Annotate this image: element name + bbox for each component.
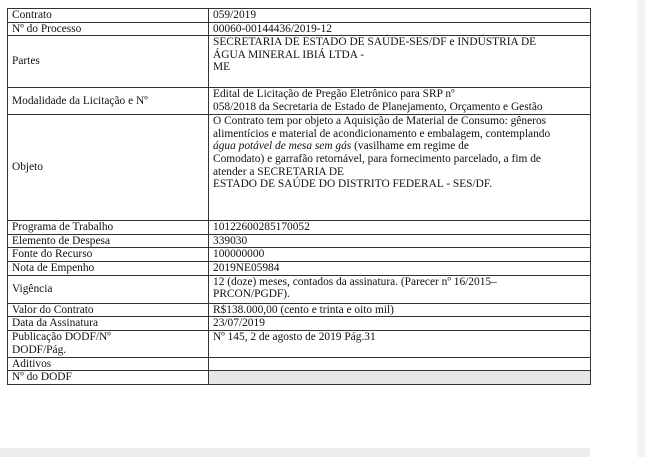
table-row-data-assinatura xyxy=(8,317,591,331)
row-value xyxy=(209,330,591,357)
row-label: Fonte do Recurso xyxy=(8,248,209,262)
value-line: SECRETARIA DE ESTADO DE SAÚDE-SES/DF e INDÚSTRIA DE xyxy=(213,36,537,49)
value-line: 339030 xyxy=(213,234,248,247)
row-label: Valor do Contrato xyxy=(8,303,209,317)
table-row-partes xyxy=(8,36,591,88)
row-label: Elemento de Despesa xyxy=(8,234,209,248)
row-value xyxy=(209,248,591,262)
value-line: 2019NE05984 xyxy=(213,261,280,274)
value-line: ÁGUA MINERAL IBIÁ LTDA - xyxy=(213,48,365,61)
row-label: Nota de Empenho xyxy=(8,261,209,275)
row-label: Contrato xyxy=(8,9,209,23)
row-value xyxy=(209,115,591,221)
row-value xyxy=(209,36,591,88)
value-line xyxy=(213,140,586,153)
value-line: Edital de Licitação de Pregão Eletrônico para SRP nº xyxy=(213,88,455,101)
value-line: 00060-00144436/2019-12 xyxy=(213,22,332,35)
table-row-fonte xyxy=(8,248,591,262)
row-value xyxy=(209,357,591,371)
value-italic-text: água potável de mesa sem gás xyxy=(213,140,352,153)
row-value xyxy=(209,9,591,23)
scrollbar-track[interactable] xyxy=(637,0,645,457)
value-line: 10122600285170052 xyxy=(213,221,310,234)
row-label: Partes xyxy=(8,36,209,88)
table-row-modalidade xyxy=(8,88,591,115)
row-label xyxy=(8,330,209,357)
table-row-elemento xyxy=(8,234,591,248)
value-line: 12 (doze) meses, contados da assinatura. (Parecer nº 16/2015– xyxy=(213,275,497,288)
value-line: ME xyxy=(213,61,231,74)
value-line: PRCON/PGDF). xyxy=(213,288,290,301)
value-text: (vasilhame em regime de xyxy=(351,140,469,153)
table-row-processo xyxy=(8,22,591,36)
row-value xyxy=(209,88,591,115)
label-line: DODF/Pág. xyxy=(12,343,67,356)
table-row-valor xyxy=(8,303,591,317)
table-row-objeto xyxy=(8,115,591,221)
table-row-programa xyxy=(8,221,591,235)
row-label: Data da Assinatura xyxy=(8,317,209,331)
value-line: Comodato) e garrafão retornável, para fornecimento parcelado, a fim de xyxy=(213,152,541,165)
table-row-vigencia xyxy=(8,275,591,303)
value-line: 059/2019 xyxy=(213,9,257,21)
value-line: 100000000 xyxy=(213,248,265,261)
row-value xyxy=(209,234,591,248)
table-row-contrato xyxy=(8,9,591,23)
row-value xyxy=(209,22,591,36)
row-label: Nº do DODF xyxy=(8,371,209,385)
label-line: Publicação DODF/Nº xyxy=(12,331,111,344)
table-row-aditivos xyxy=(8,357,591,371)
page-bottom-edge xyxy=(0,448,590,457)
contract-summary-table xyxy=(7,8,591,385)
value-line: atender a SECRETARIA DE xyxy=(213,165,345,178)
row-value xyxy=(209,261,591,275)
table-row-dodf xyxy=(8,371,591,385)
value-line: alimentícios e material de acondicionamento e embalagem, contemplando xyxy=(213,127,551,140)
value-line: Nº 145, 2 de agosto de 2019 Pág.31 xyxy=(213,330,376,343)
value-line: R$138.000,00 (cento e trinta e oito mil) xyxy=(213,303,394,316)
table-row-empenho xyxy=(8,261,591,275)
row-label: Nº do Processo xyxy=(8,22,209,36)
value-line: O Contrato tem por objeto a Aquisição de Material de Consumo: gêneros xyxy=(213,115,547,128)
row-value xyxy=(209,275,591,303)
row-label: Objeto xyxy=(8,115,209,221)
row-value xyxy=(209,303,591,317)
row-label: Aditivos xyxy=(8,357,209,371)
value-line: 058/2018 da Secretaria de Estado de Planejamento, Orçamento e Gestão xyxy=(213,100,543,113)
row-label: Programa de Trabalho xyxy=(8,221,209,235)
value-line: 23/07/2019 xyxy=(213,317,265,330)
row-value xyxy=(209,221,591,235)
value-line: ESTADO DE SAÚDE DO DISTRITO FEDERAL - SES/DF. xyxy=(213,178,493,191)
table-row-publicacao xyxy=(8,330,591,357)
row-label: Modalidade da Licitação e Nº xyxy=(8,88,209,115)
row-value xyxy=(209,317,591,331)
row-value xyxy=(209,371,591,385)
row-label: Vigência xyxy=(8,275,209,303)
